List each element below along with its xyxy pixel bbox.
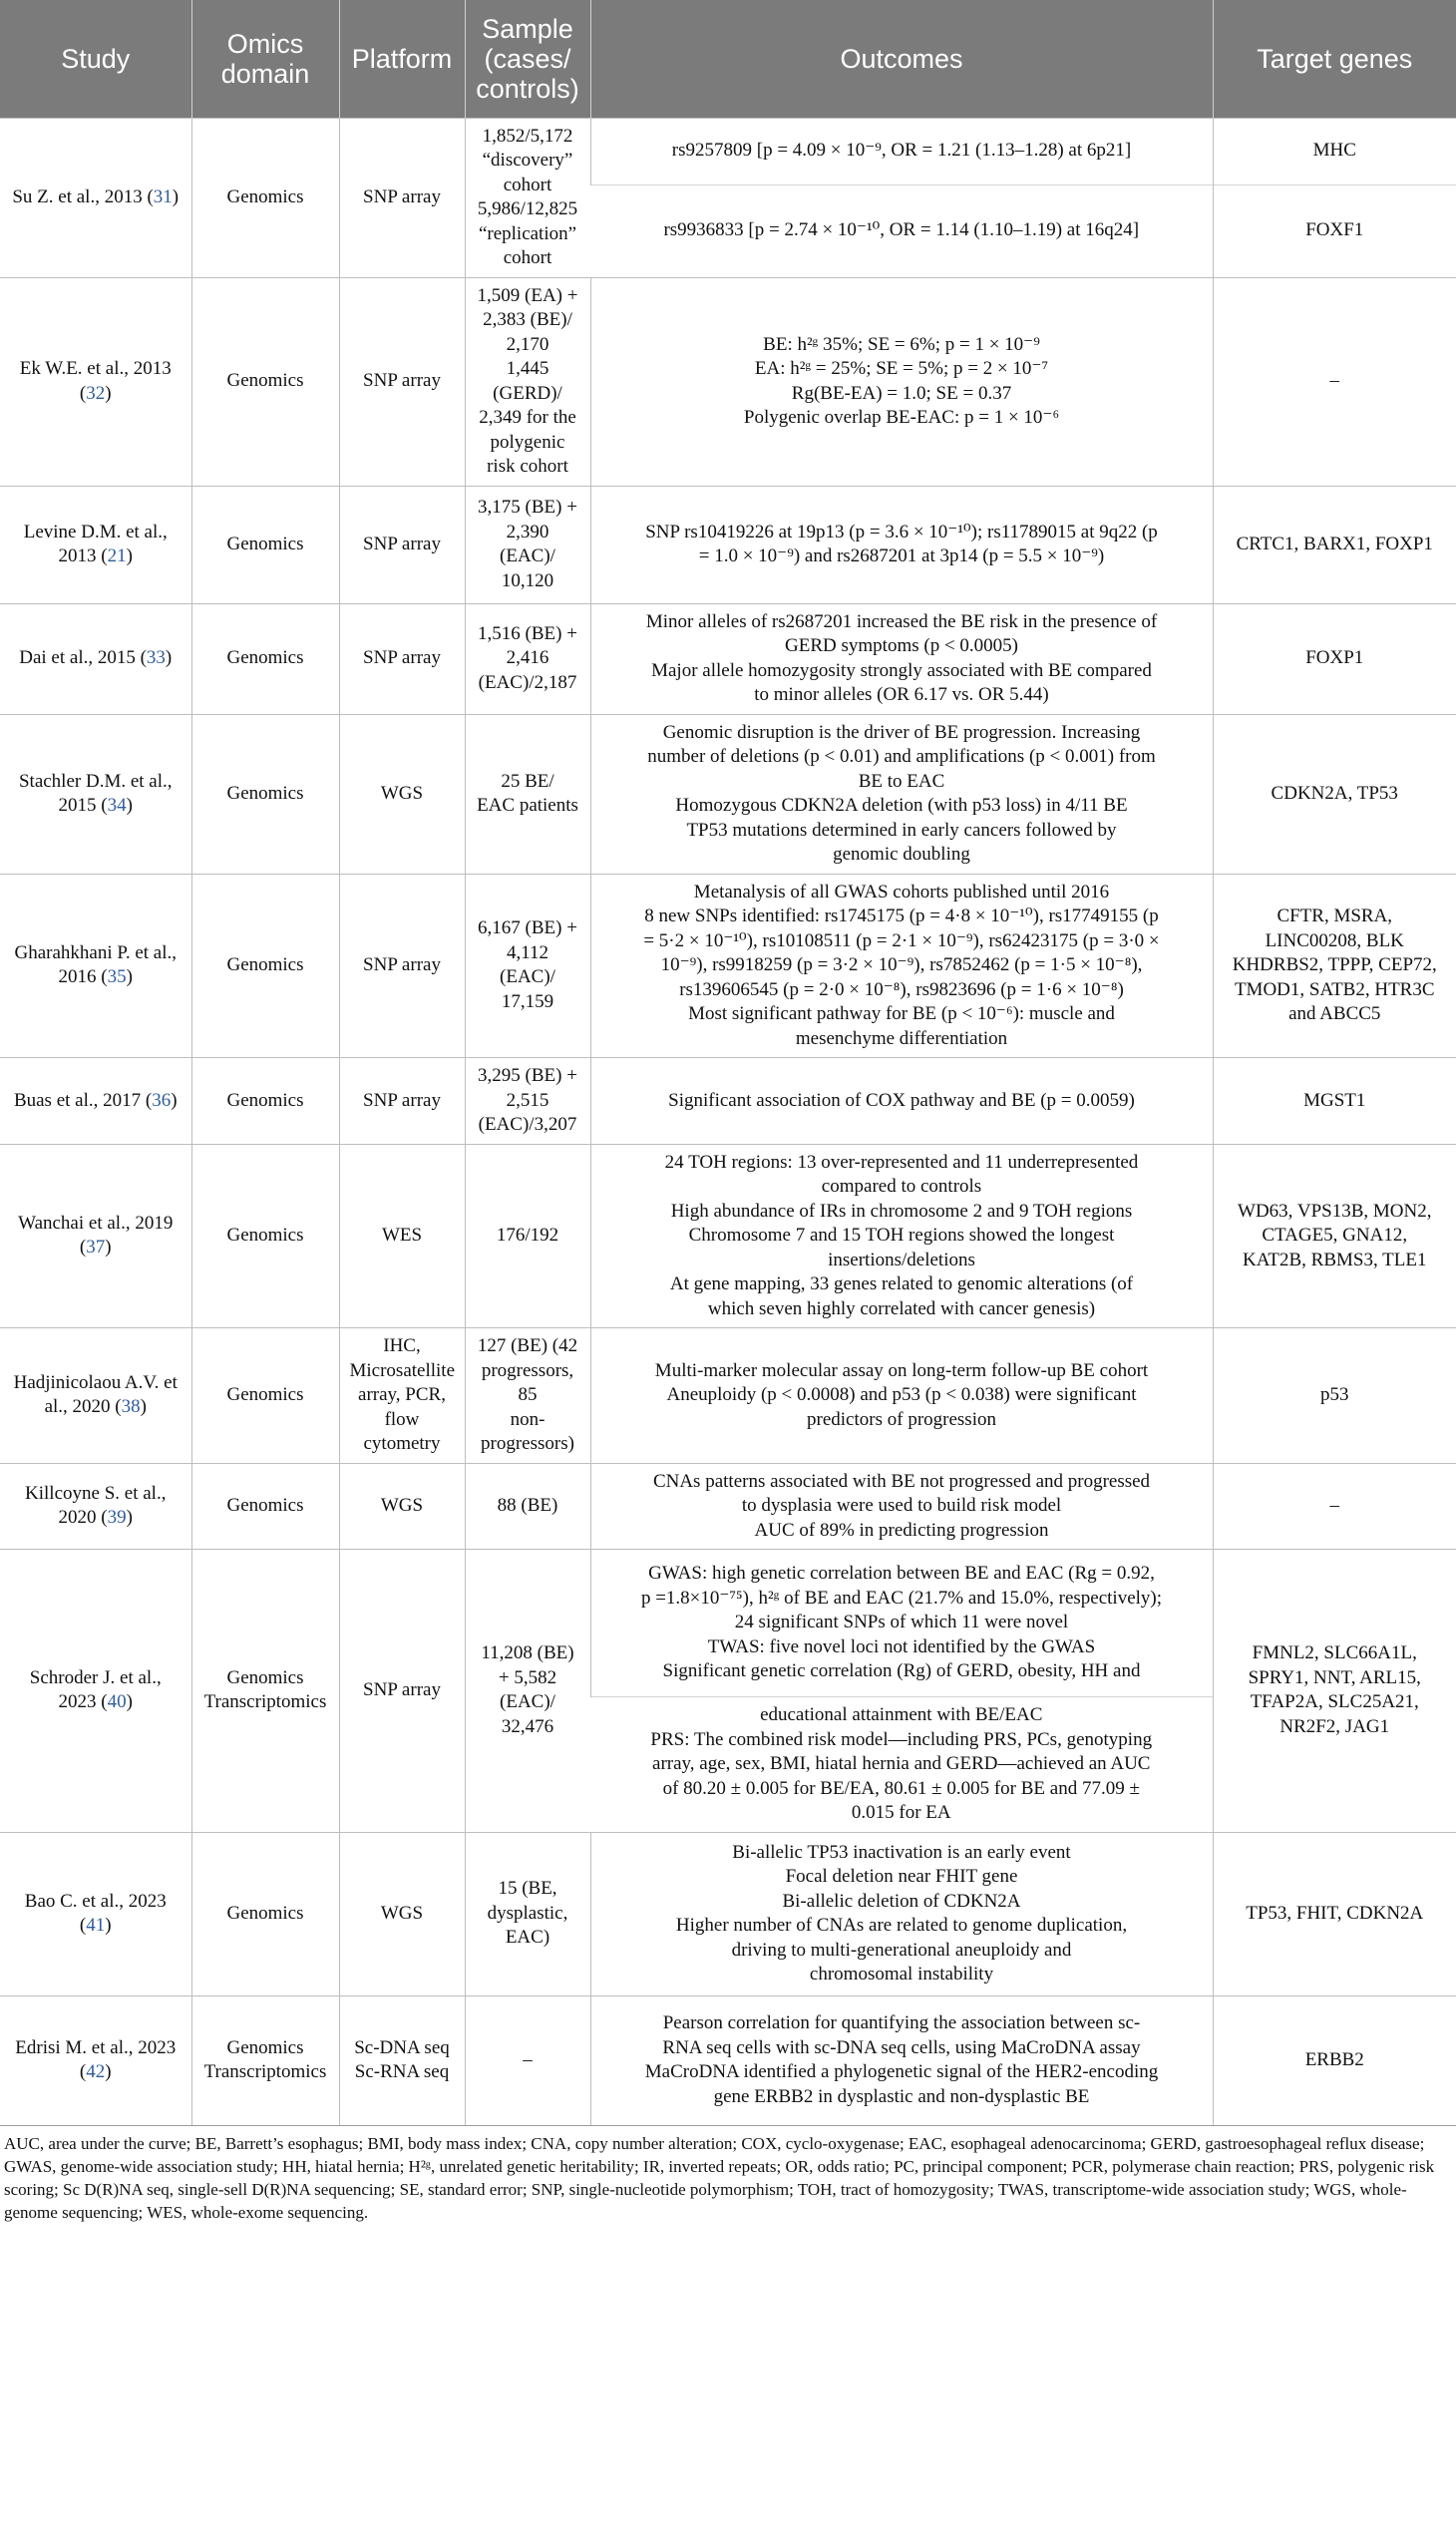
sample-text: 32,476	[501, 1715, 554, 1737]
cell-omics	[191, 1995, 339, 2125]
sample-text: 3,295 (BE) +	[478, 1065, 577, 1086]
cell-outcomes	[590, 1832, 1213, 1995]
outcome-text: chromosomal instability	[809, 1964, 994, 1985]
target-genes-text: TMOD1, SATB2, HTR3C	[1234, 978, 1435, 1000]
cell-targets	[1213, 603, 1456, 714]
cell-study: Dai et al., 2015 (33)	[0, 603, 191, 714]
outcome-text: 24 significant SNPs of which 11 were novel	[734, 1612, 1069, 1633]
platform-text: SNP array	[363, 1089, 441, 1111]
outcome-text: 10⁻⁹), rs9918259 (p = 3·2 × 10⁻⁹), rs7852462 (p = 1·5 × 10⁻⁸),	[660, 954, 1143, 975]
platform-text: WES	[381, 1225, 423, 1246]
sample-text: 2,515	[506, 1089, 549, 1111]
cell-study: Hadjinicolaou A.V. et al., 2020 (38)	[0, 1328, 191, 1464]
target-genes-text: SPRY1, NNT, ARL15,	[1248, 1666, 1421, 1688]
cell-study: Wanchai et al., 2019 (37)	[0, 1144, 191, 1328]
cell-omics	[191, 1550, 339, 1833]
sample-text: 6,167 (BE) +	[478, 917, 577, 939]
outcome-text: GWAS: high genetic correlation between BE and EAC (Rg = 0.92,	[648, 1563, 1155, 1585]
cell-targets	[1213, 1328, 1456, 1464]
cell-targets	[1213, 1995, 1456, 2125]
cell-targets	[1213, 874, 1456, 1058]
platform-text: SNP array	[363, 370, 441, 392]
study-name: Killcoyne S. et al., 2020 (	[25, 1482, 167, 1529]
outcome-text: of 80.20 ± 0.005 for BE/EA, 80.61 ± 0.005 for BE and 77.09 ±	[662, 1777, 1140, 1799]
outcome-text: Most significant pathway for BE (p < 10⁻⁶): muscle and	[688, 1003, 1115, 1024]
omics-text: Genomics	[226, 1384, 304, 1405]
outcome-text: 24 TOH regions: 13 over-represented and 11 underrepresented	[664, 1151, 1139, 1173]
outcome-text: PRS: The combined risk model—including PRS, PCs, genotyping	[650, 1728, 1153, 1750]
table-row	[0, 1328, 1456, 1464]
study-name: Su Z. et al., 2013 (	[12, 185, 154, 207]
cell-study: Bao C. et al., 2023 (41)	[0, 1832, 191, 1995]
cell-platform	[339, 1328, 465, 1464]
study-name: Wanchai et al., 2019 (	[18, 1212, 174, 1259]
outcome-text: CNAs patterns associated with BE not progressed and progressed	[652, 1470, 1151, 1492]
citation-link[interactable]: 40	[107, 1691, 127, 1713]
omics-text: Transcriptomics	[203, 1691, 327, 1713]
cell-study: Buas et al., 2017 (36)	[0, 1058, 191, 1145]
cell-omics	[191, 1463, 339, 1550]
sample-text: 25 BE/	[501, 770, 554, 792]
outcome-text: GERD symptoms (p < 0.0005)	[785, 635, 1018, 656]
outcome-text: Bi-allelic TP53 inactivation is an early event	[732, 1841, 1071, 1863]
cell-targets	[1213, 486, 1456, 603]
cell-targets	[1213, 1550, 1456, 1833]
cell-outcomes	[590, 603, 1213, 714]
citation-link[interactable]: 42	[86, 2061, 106, 2083]
cell-sample	[465, 277, 590, 486]
sample-text: 10,120	[501, 569, 554, 591]
sample-text: 1,445	[506, 358, 549, 379]
header-platform: Platform	[339, 0, 465, 118]
outcome-text: Genomic disruption is the driver of BE progression. Increasing	[662, 721, 1141, 743]
cell-targets	[1213, 1832, 1456, 1995]
cell-targets	[1213, 1463, 1456, 1550]
target-genes-text: FOXF1	[1305, 219, 1364, 241]
platform-text: flow	[384, 1408, 420, 1430]
cell-platform	[339, 1832, 465, 1995]
table-row	[0, 603, 1456, 714]
target-genes-text: CTAGE5, GNA12,	[1262, 1225, 1408, 1246]
citation-link[interactable]: 39	[107, 1507, 127, 1529]
cell-platform	[339, 1144, 465, 1328]
table-row	[0, 874, 1456, 1058]
header-outcomes: Outcomes	[590, 0, 1213, 118]
outcome-text: Metanalysis of all GWAS cohorts published until 2016	[693, 881, 1110, 903]
sample-text: polygenic	[490, 431, 565, 453]
sample-text: cohort	[503, 174, 552, 195]
cell-sample	[465, 714, 590, 874]
outcome-text: Pearson correlation for quantifying the association between sc-	[662, 2012, 1141, 2034]
cell-outcomes	[590, 1697, 1213, 1833]
cell-platform	[339, 1463, 465, 1550]
sample-text: (EAC)/	[500, 545, 555, 566]
cell-platform	[339, 118, 465, 277]
table-row	[0, 1144, 1456, 1328]
citation-link[interactable]: 38	[121, 1396, 141, 1418]
header-row	[0, 0, 1456, 118]
sample-text: 3,175 (BE) +	[478, 497, 577, 518]
cell-sample	[465, 603, 590, 714]
study-name: Hadjinicolaou A.V. et al., 2020 (	[13, 1371, 178, 1418]
outcome-text: Significant association of COX pathway and BE (p = 0.0059)	[668, 1089, 1135, 1111]
sample-text: 1,509 (EA) +	[477, 284, 578, 306]
target-genes-text: –	[1329, 1495, 1339, 1516]
cell-platform	[339, 277, 465, 486]
sample-text: non-	[510, 1408, 546, 1430]
cell-study: Edrisi M. et al., 2023 (42)	[0, 1995, 191, 2125]
citation-link[interactable]: 34	[107, 795, 127, 816]
outcome-text: AUC of 89% in predicting progression	[754, 1519, 1049, 1541]
target-genes-text: CFTR, MSRA,	[1276, 905, 1393, 926]
target-genes-text: CRTC1, BARX1, FOXP1	[1236, 533, 1433, 554]
outcome-text: Multi-marker molecular assay on long-term follow-up BE cohort	[654, 1359, 1149, 1381]
study-name: Gharahkhani P. et al., 2016 (	[14, 941, 177, 988]
omics-text: Genomics	[226, 370, 304, 392]
platform-text: SNP array	[363, 954, 441, 975]
outcome-text: which seven highly correlated with cancer genesis)	[707, 1297, 1096, 1319]
outcome-text: compared to controls	[821, 1176, 982, 1197]
outcome-text: = 1.0 × 10⁻⁹) and rs2687201 at 3p14 (p = 5.5 × 10⁻⁹)	[698, 545, 1105, 566]
outcome-text: Higher number of CNAs are related to genome duplication,	[675, 1915, 1128, 1936]
cell-targets	[1213, 714, 1456, 874]
cell-outcomes	[590, 1328, 1213, 1464]
omics-text: Genomics	[226, 2036, 304, 2058]
sample-text: 176/192	[496, 1225, 559, 1246]
target-genes-text: TFAP2A, SLC25A21,	[1250, 1691, 1419, 1713]
citation-link[interactable]: 36	[152, 1089, 172, 1111]
header-study: Study	[0, 0, 191, 118]
header-omics: Omics domain	[191, 0, 339, 118]
target-genes-text: NR2F2, JAG1	[1279, 1715, 1390, 1737]
cell-platform	[339, 1550, 465, 1833]
cell-outcomes	[590, 874, 1213, 1058]
cell-sample	[465, 1058, 590, 1145]
omics-text: Genomics	[226, 1902, 304, 1924]
cell-sample	[465, 1463, 590, 1550]
cell-targets	[1213, 184, 1456, 277]
study-name: Schroder J. et al., 2023 (	[29, 1666, 162, 1713]
omics-text: Genomics	[226, 1089, 304, 1111]
table-row	[0, 1058, 1456, 1145]
outcome-text: BE to EAC	[858, 770, 945, 792]
sample-text: cohort	[503, 247, 552, 268]
cell-study: Gharahkhani P. et al., 2016 (35)	[0, 874, 191, 1058]
citation-link[interactable]: 41	[86, 1915, 106, 1936]
target-genes-text: MHC	[1312, 140, 1356, 162]
cell-platform	[339, 1995, 465, 2125]
outcome-text: insertions/deletions	[828, 1249, 975, 1270]
table-row	[0, 277, 1456, 486]
platform-text: IHC,	[383, 1335, 421, 1356]
target-genes-text: –	[1329, 370, 1339, 392]
cell-outcomes	[590, 1550, 1213, 1697]
omics-text: Genomics	[226, 533, 304, 554]
cell-omics	[191, 1328, 339, 1464]
omics-text: Genomics	[226, 782, 304, 804]
outcome-text: driving to multi-generational aneuploidy and	[731, 1939, 1072, 1961]
table-row	[0, 1550, 1456, 1697]
outcome-text: gene ERBB2 in dysplastic and non-dysplastic BE	[713, 2085, 1090, 2107]
platform-text: Microsatellite	[349, 1359, 456, 1381]
sample-text: progressors)	[481, 1433, 574, 1454]
sample-text: 2,170	[506, 333, 549, 355]
target-genes-text: p53	[1320, 1384, 1349, 1405]
outcome-text: rs9257809 [p = 4.09 × 10⁻⁹, OR = 1.21 (1.13–1.28) at 6p21]	[671, 140, 1132, 162]
omics-text: Genomics	[226, 647, 304, 669]
outcome-text: to dysplasia were used to build risk model	[741, 1495, 1062, 1516]
sample-text: 17,159	[501, 990, 554, 1012]
cell-omics	[191, 486, 339, 603]
outcome-text: Major allele homozygosity strongly associated with BE compared	[651, 659, 1152, 681]
cell-study: Killcoyne S. et al., 2020 (39)	[0, 1463, 191, 1550]
cell-study: Levine D.M. et al., 2013 (21)	[0, 486, 191, 603]
outcome-text: Minor alleles of rs2687201 increased the BE risk in the presence of	[645, 610, 1158, 632]
sample-text: 1,516 (BE) +	[478, 622, 577, 644]
cell-sample	[465, 1144, 590, 1328]
sample-text: 15 (BE,	[498, 1878, 557, 1900]
citation-link[interactable]: 35	[107, 966, 127, 988]
header-sample: Sample (cases/ controls)	[465, 0, 590, 118]
omics-text: Genomics	[226, 954, 304, 975]
table-row	[0, 1463, 1456, 1550]
cell-outcomes	[590, 1995, 1213, 2125]
target-genes-text: TP53, FHIT, CDKN2A	[1246, 1902, 1424, 1924]
cell-outcomes	[590, 1463, 1213, 1550]
sample-text: + 5,582	[498, 1666, 557, 1688]
citation-link[interactable]: 33	[146, 647, 166, 669]
cell-omics	[191, 118, 339, 277]
citation-link[interactable]: 37	[86, 1237, 106, 1259]
omics-text: Genomics	[226, 185, 304, 207]
outcome-text: SNP rs10419226 at 19p13 (p = 3.6 × 10⁻¹⁰); rs11789015 at 9q22 (p	[645, 521, 1158, 542]
cell-sample	[465, 874, 590, 1058]
target-genes-text: WD63, VPS13B, MON2,	[1238, 1200, 1432, 1222]
study-name: Levine D.M. et al., 2013 (	[23, 521, 168, 566]
cell-sample	[465, 486, 590, 603]
sample-text: 2,349 for the	[479, 407, 576, 428]
outcome-text: number of deletions (p < 0.01) and amplifications (p < 0.001) from	[647, 746, 1156, 767]
cell-outcomes	[590, 118, 1213, 184]
target-genes-text: and ABCC5	[1288, 1003, 1381, 1024]
outcome-text: Homozygous CDKN2A deletion (with p53 loss) in 4/11 BE	[675, 795, 1128, 816]
outcome-text: MaCroDNA identified a phylogenetic signal of the HER2-encoding	[644, 2061, 1159, 2083]
outcome-text: Bi-allelic deletion of CDKN2A	[782, 1890, 1021, 1912]
cell-targets	[1213, 118, 1456, 184]
cell-targets	[1213, 277, 1456, 486]
cell-targets	[1213, 1144, 1456, 1328]
cell-study: Su Z. et al., 2013 (31)	[0, 118, 191, 277]
omics-text: Genomics	[226, 1495, 304, 1516]
sample-text: (EAC)/	[500, 1691, 555, 1713]
cell-omics	[191, 874, 339, 1058]
sample-text: (EAC)/2,187	[478, 671, 577, 693]
study-name: Stachler D.M. et al., 2015 (	[18, 770, 173, 816]
outcome-text: Rg(BE-EA) = 1.0; SE = 0.37	[791, 382, 1012, 404]
outcome-text: 0.015 for EA	[851, 1802, 951, 1823]
study-name: Buas et al., 2017 (	[13, 1089, 153, 1111]
sample-text: “discovery”	[482, 150, 573, 171]
platform-text: SNP array	[363, 647, 441, 669]
cell-omics	[191, 603, 339, 714]
target-genes-text: KAT2B, RBMS3, TLE1	[1243, 1249, 1427, 1270]
outcome-text: = 5·2 × 10⁻¹⁰), rs10108511 (p = 2·1 × 10⁻⁹), rs62423175 (p = 3·0 ×	[643, 929, 1160, 951]
sample-text: 4,112	[506, 941, 549, 963]
cell-outcomes	[590, 277, 1213, 486]
outcome-text: array, age, sex, BMI, hiatal hernia and GERD—achieved an AUC	[652, 1753, 1151, 1774]
platform-text: WGS	[380, 782, 424, 804]
table-row	[0, 118, 1456, 184]
table-body	[0, 118, 1456, 2125]
sample-text: EAC patients	[477, 795, 578, 816]
outcome-text: EA: h²ᵍ = 25%; SE = 5%; p = 2 × 10⁻⁷	[754, 358, 1049, 379]
study-name: Dai et al., 2015 (	[19, 647, 147, 669]
platform-text: SNP array	[363, 1679, 441, 1700]
sample-text: 5,986/12,825	[477, 198, 578, 219]
cell-study: Ek W.E. et al., 2013 (32)	[0, 277, 191, 486]
sample-text: –	[523, 2049, 533, 2070]
sample-text: 127 (BE) (42	[477, 1335, 578, 1356]
cell-platform	[339, 714, 465, 874]
cell-omics	[191, 1832, 339, 1995]
target-genes-text: LINC00208, BLK	[1265, 929, 1404, 951]
citation-link[interactable]: 32	[86, 382, 106, 404]
sample-text: 85	[518, 1384, 538, 1405]
sample-text: 88 (BE)	[497, 1495, 558, 1516]
platform-text: array, PCR,	[358, 1384, 446, 1405]
sample-text: (EAC)/	[500, 966, 555, 988]
cell-study: Schroder J. et al., 2023 (40)	[0, 1550, 191, 1833]
target-genes-text: FOXP1	[1305, 647, 1364, 669]
cell-omics	[191, 277, 339, 486]
outcome-text: BE: h²ᵍ 35%; SE = 6%; p = 1 × 10⁻⁹	[763, 333, 1040, 355]
omics-text: Genomics	[226, 1666, 304, 1688]
table-row	[0, 1832, 1456, 1995]
cell-platform	[339, 603, 465, 714]
sample-text: 2,416	[506, 647, 549, 669]
sample-text: 2,390	[506, 521, 549, 542]
table-footnote: AUC, area under the curve; BE, Barrett’s esophagus; BMI, body mass index; CNA, copy number alteration; COX, cyclo-oxygenase; EAC, esophageal adenocarcinoma; GERD, gastroesophageal reflux disease; GWAS, genome-wide association study; HH, hiatal hernia; H²ᵍ, unrelated genetic heritability; IR, inverted repeats; OR, odds ratio; PC, principal component; PCR, polymerase chain reaction; PRS, polygenic risk scoring; Sc D(R)NA seq, single-sell D(R)NA sequencing; SE, standard error; SNP, single-nucleotide polymorphism; TOH, tract of homozygosity; TWAS, transcriptome-wide association study; WGS, whole-genome sequencing; WES, whole-exome sequencing.	[0, 2125, 1456, 2224]
cell-sample	[465, 1832, 590, 1995]
cell-sample	[465, 1995, 590, 2125]
cell-omics	[191, 1058, 339, 1145]
sample-text: progressors,	[481, 1359, 574, 1381]
outcome-text: TP53 mutations determined in early cancers followed by	[686, 819, 1117, 841]
outcome-text: High abundance of IRs in chromosome 2 and 9 TOH regions	[670, 1200, 1133, 1222]
target-genes-text: ERBB2	[1304, 2049, 1364, 2070]
platform-text: Sc-RNA seq	[354, 2061, 450, 2083]
sample-text: (GERD)/	[493, 382, 562, 404]
outcome-text: Chromosome 7 and 15 TOH regions showed the longest	[688, 1225, 1115, 1246]
study-name: Bao C. et al., 2023 (	[24, 1890, 167, 1936]
outcome-text: rs139606545 (p = 2·0 × 10⁻⁸), rs9823696 (p = 1·6 × 10⁻⁸)	[679, 978, 1124, 1000]
sample-text: 1,852/5,172	[482, 125, 573, 147]
outcome-text: p =1.8×10⁻⁷⁵), h²ᵍ of BE and EAC (21.7% and 15.0%, respectively);	[640, 1587, 1163, 1609]
sample-text: EAC)	[505, 1927, 550, 1949]
outcome-text: TWAS: five novel loci not identified by the GWAS	[707, 1635, 1096, 1657]
outcome-text: Significant genetic correlation (Rg) of GERD, obesity, HH and	[662, 1660, 1141, 1682]
outcome-text: educational attainment with BE/EAC	[760, 1704, 1043, 1725]
platform-text: SNP array	[363, 533, 441, 554]
omics-text: Transcriptomics	[203, 2061, 327, 2083]
table-row	[0, 486, 1456, 603]
platform-text: SNP array	[363, 185, 441, 207]
platform-text: WGS	[380, 1495, 424, 1516]
target-genes-text: MGST1	[1303, 1089, 1366, 1111]
citation-link[interactable]: 31	[153, 185, 173, 207]
target-genes-text: CDKN2A, TP53	[1271, 782, 1398, 804]
cell-outcomes	[590, 486, 1213, 603]
cell-targets	[1213, 1058, 1456, 1145]
omics-text: Genomics	[226, 1225, 304, 1246]
sample-text: dysplastic,	[487, 1902, 568, 1924]
outcome-text: mesenchyme differentiation	[795, 1027, 1008, 1049]
outcome-text: RNA seq cells with sc-DNA seq cells, using MaCroDNA assay	[662, 2036, 1141, 2058]
target-genes-text: FMNL2, SLC66A1L,	[1252, 1642, 1417, 1664]
cell-study: Stachler D.M. et al., 2015 (34)	[0, 714, 191, 874]
outcome-text: to minor alleles (OR 6.17 vs. OR 5.44)	[754, 684, 1049, 705]
outcome-text: predictors of progression	[807, 1408, 996, 1430]
cell-sample	[465, 1550, 590, 1833]
outcome-text: At gene mapping, 33 genes related to genomic alterations (of	[669, 1273, 1134, 1294]
outcome-text: Aneuploidy (p < 0.0008) and p53 (p < 0.038) were significant	[666, 1384, 1137, 1405]
outcome-text: 8 new SNPs identified: rs1745175 (p = 4·8 × 10⁻¹⁰), rs17749155 (p	[644, 905, 1159, 926]
outcome-text: Focal deletion near FHIT gene	[785, 1866, 1018, 1887]
outcome-text: Polygenic overlap BE-EAC: p = 1 × 10⁻⁶	[743, 407, 1060, 428]
target-genes-text: KHDRBS2, TPPP, CEP72,	[1232, 954, 1437, 975]
platform-text: cytometry	[363, 1433, 441, 1454]
platform-text: Sc-DNA seq	[354, 2036, 450, 2058]
cell-sample	[465, 118, 590, 277]
table-row	[0, 714, 1456, 874]
cell-sample	[465, 1328, 590, 1464]
platform-text: WGS	[380, 1902, 424, 1924]
outcome-text: rs9936833 [p = 2.74 × 10⁻¹⁰, OR = 1.14 (1.10–1.19) at 16q24]	[663, 219, 1140, 241]
cell-platform	[339, 874, 465, 1058]
cell-omics	[191, 714, 339, 874]
cell-platform	[339, 486, 465, 603]
cell-omics	[191, 1144, 339, 1328]
header-targets: Target genes	[1213, 0, 1456, 118]
sample-text: 11,208 (BE)	[481, 1642, 574, 1664]
citation-link[interactable]: 21	[107, 545, 127, 566]
cell-platform	[339, 1058, 465, 1145]
outcome-text: genomic doubling	[833, 844, 970, 865]
cell-outcomes	[590, 1144, 1213, 1328]
study-name: Ek W.E. et al., 2013 (	[19, 358, 172, 404]
sample-text: (EAC)/3,207	[478, 1114, 577, 1135]
cell-outcomes	[590, 184, 1213, 277]
study-name: Edrisi M. et al., 2023 (	[15, 2036, 177, 2083]
table-row	[0, 1995, 1456, 2125]
cell-outcomes	[590, 714, 1213, 874]
sample-text: risk cohort	[487, 456, 568, 477]
cell-outcomes	[590, 1058, 1213, 1145]
sample-text: 2,383 (BE)/	[483, 309, 572, 330]
sample-text: “replication”	[478, 222, 577, 244]
